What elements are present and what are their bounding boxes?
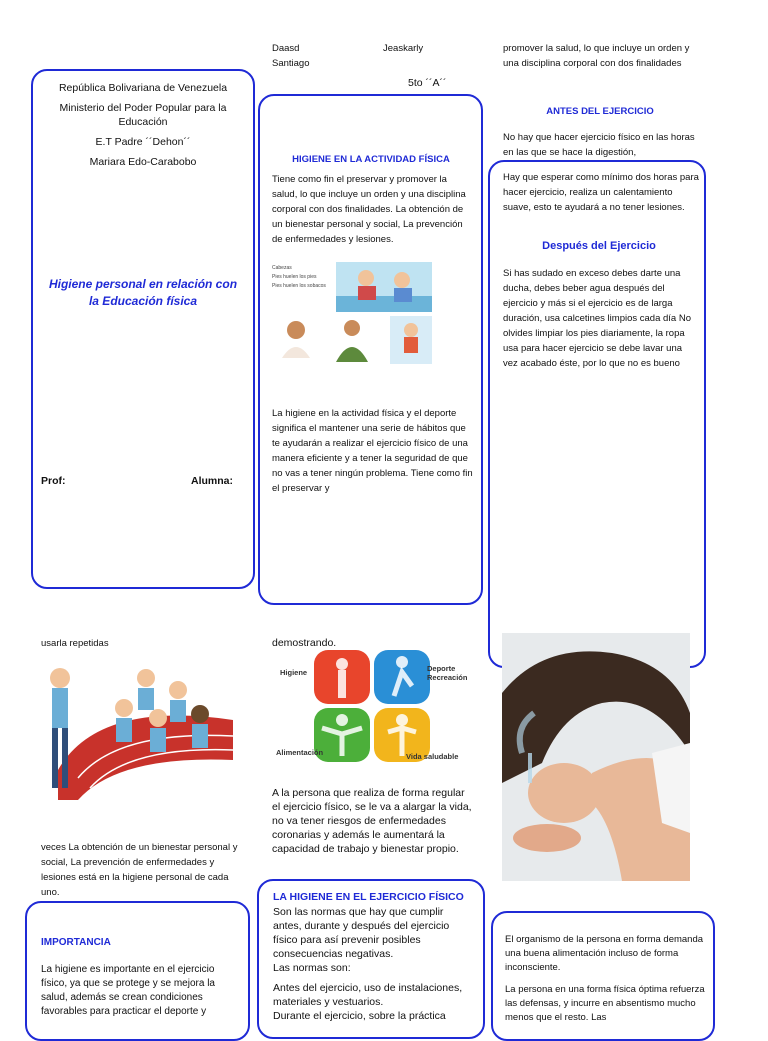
right-continuation-text: promover la salud, lo que incluye un orden y una disciplina corporal con dos finalidades xyxy=(503,43,690,69)
hygiene-collage-image xyxy=(272,258,432,368)
woman-armpit-illustration xyxy=(272,318,318,358)
location-label: Mariara Edo-Carabobo xyxy=(89,156,197,168)
hygiene-activity-body: La higiene en la actividad física y el deporte significa el mantener una serie de hábitos que te ayudarán a realizar el ejercicio físico de una manera eficiente y a tener la seguridad de que no vas a tener ningún problema. Tiene como fin el preservar y xyxy=(272,408,473,494)
collage-caption-1: Cabezas xyxy=(272,265,292,271)
regular-exercise-text: A la persona que realiza de forma regular el ejercicio físico, se le va a alargar la vida, no va tener riesgos de enfermedades coronarias y además le aumentará la capacidad de trabajo y bienestar propio. xyxy=(272,787,472,855)
woman-washing-face-photo xyxy=(502,633,690,881)
before-exercise-heading: ANTES DEL EJERCICIO xyxy=(546,106,654,117)
hygiene-exercise-panel xyxy=(257,879,485,1039)
prof-label: Prof: xyxy=(41,475,66,487)
quadrant-label-sport: Deporte Recreación xyxy=(427,664,468,682)
collage-caption-list xyxy=(272,264,326,291)
organism-panel xyxy=(491,911,715,1041)
grade-label: 5to ´´A´´ xyxy=(408,77,447,89)
quadrant-label-food: Alimentación xyxy=(276,748,324,757)
school-label: E.T Padre ´´Dehon´´ xyxy=(95,136,191,148)
organism-text-1: El organismo de la persona en forma demanda una buena alimentación incluso de forma inconsciente. xyxy=(505,934,704,973)
hygiene-exercise-text-2: Las normas son: xyxy=(273,962,351,974)
man-sweat-illustration xyxy=(332,318,372,362)
organism-text-2: La persona en una forma física óptima refuerza las defensas, y incurre en absentismo mucho menos que el resto. Las xyxy=(505,984,705,1023)
hygiene-activity-intro: Tiene como fin el preservar y promover la salud, lo que incluye un orden y una disciplina corporal con dos finalidades. La obtención de un bienestar personal y social, La prevención de enfermedades y lesiones. xyxy=(272,174,466,245)
document-title: Higiene personal en relación con la Educación física xyxy=(48,277,238,308)
author-name-1: Daasd xyxy=(272,43,300,54)
bathroom-scene-illustration xyxy=(336,262,432,312)
wellness-quadrant-graphic xyxy=(272,646,472,768)
quadrant-label-healthy-life: Vida saludable xyxy=(406,752,459,761)
hygiene-activity-panel xyxy=(258,94,483,605)
author-name-3: Santiago xyxy=(272,58,310,69)
after-exercise-text: Si has sudado en exceso debes darte una ducha, debes beber agua después del ejercicio y más si el ejercicio es de larga duración, usa calcetines limpios cada día No olvides limpiar los pies diariamente, la ropa usa para hacer ejercicio se debe lavar una vez acabado éste, por lo que no es bueno xyxy=(503,268,691,369)
wait-text: Hay que esperar como mínimo dos horas para hacer ejercicio, realiza un calentamiento suave, esto te ayudará a no tener lesiones. xyxy=(503,172,699,213)
hygiene-activity-heading: HIGIENE EN LA ACTIVIDAD FÍSICA xyxy=(292,154,450,165)
wellness-quadrant-svg xyxy=(310,648,434,766)
importance-text: La higiene es importante en el ejercicio físico, ya que se protege y se mejora la salud, además se crean condiciones favorables para practicar el deporte y xyxy=(41,964,215,1017)
republic-label: República Bolivariana de Venezuela xyxy=(58,82,228,94)
importance-panel xyxy=(25,901,250,1041)
hygiene-exercise-text-4: Durante el ejercicio, sobre la práctica xyxy=(273,1010,446,1022)
ministry-label: Ministerio del Poder Popular para la Educación xyxy=(59,102,227,128)
kids-running-illustration xyxy=(38,660,233,800)
hygiene-exercise-text-1: Son las normas que hay que cumplir antes, durante y después del ejercicio físico para así prevenir posibles consecuencias negativas. xyxy=(273,906,450,960)
author-name-2: Jeaskarly xyxy=(383,43,424,54)
hygiene-exercise-text-3: Antes del ejercicio, uso de instalaciones, materiales y vestuarios. xyxy=(273,982,463,1008)
middle-continuation-text: demostrando. xyxy=(272,637,337,649)
quadrant-label-hygiene: Higiene xyxy=(280,668,308,677)
child-bathing-illustration xyxy=(390,316,432,364)
collage-caption-3: Pies huelen los sobacos xyxy=(272,283,326,289)
importance-heading: IMPORTANCIA xyxy=(41,937,111,948)
collage-caption-2: Pies huelen los pies xyxy=(272,274,317,280)
cover-panel xyxy=(31,69,255,589)
exercise-tips-panel xyxy=(488,160,706,668)
left-continuation-text: usarla repetidas xyxy=(41,638,109,649)
hygiene-exercise-heading: LA HIGIENE EN EL EJERCICIO FÍSICO xyxy=(273,891,464,903)
after-exercise-heading: Después del Ejercicio xyxy=(542,240,656,252)
veces-text: veces La obtención de un bienestar personal y social, La prevención de enfermedades y lesiones está en la higiene personal de cada uno. xyxy=(41,842,238,898)
student-label: Alumna: xyxy=(191,475,233,487)
before-exercise-text: No hay que hacer ejercicio físico en las horas en las que se hace la digestión, xyxy=(503,132,695,158)
